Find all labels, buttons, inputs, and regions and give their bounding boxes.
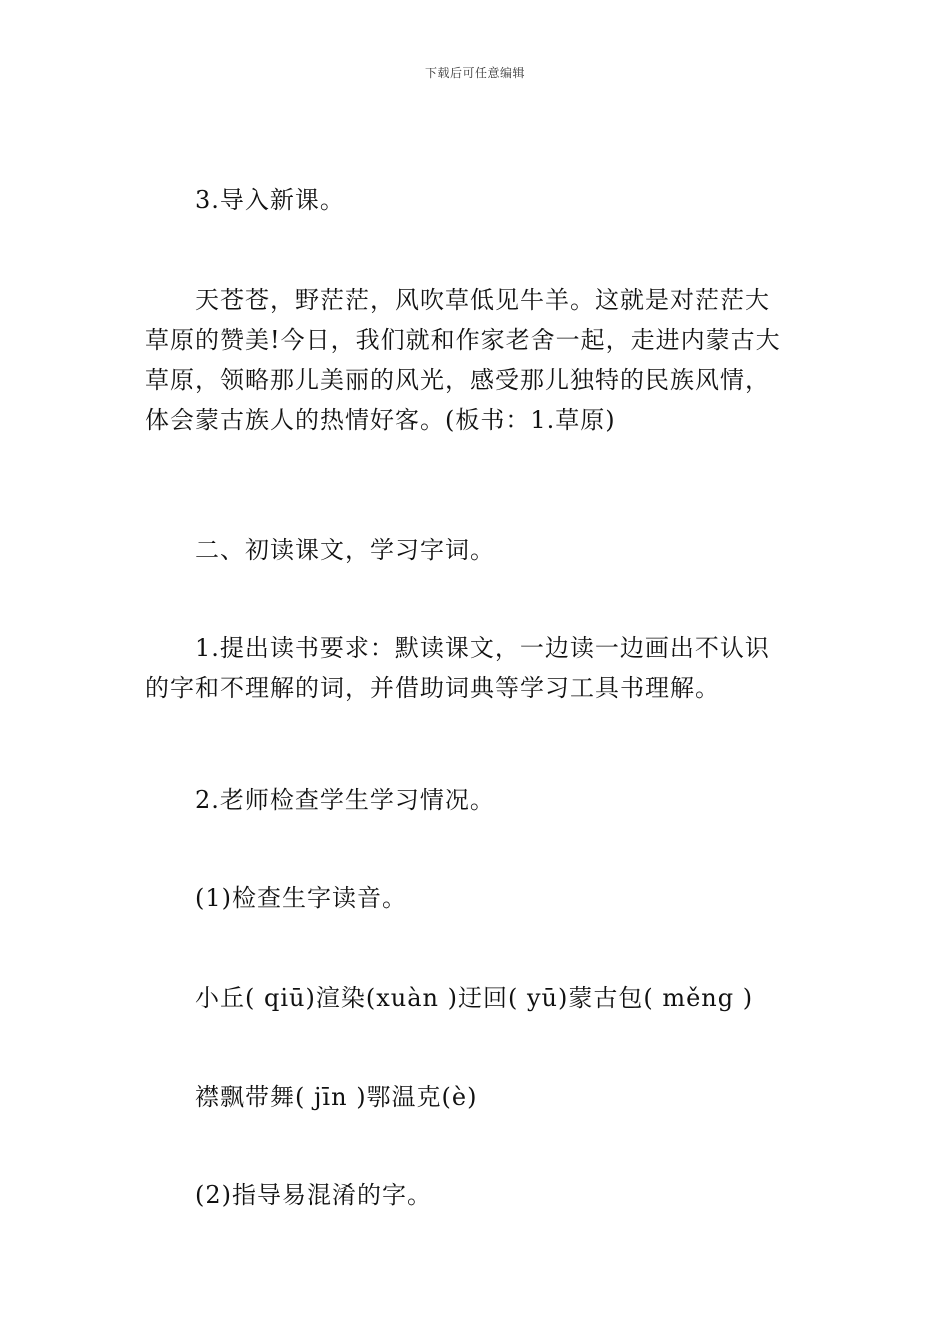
text-line: 二、初读课文，学习字词。: [195, 536, 495, 564]
text-line: 2.老师检查学生学习情况。: [195, 786, 495, 814]
teacher-check-paragraph: [145, 780, 810, 820]
pinyin-list-line-2: [145, 1077, 810, 1117]
text-line: 襟飘带舞( jīn )鄂温克(è): [195, 1083, 478, 1111]
text-line: 天苍苍，野茫茫，风吹草低见牛羊。这就是对茫茫大: [195, 286, 770, 314]
section-heading-reading: [145, 530, 810, 570]
text-line: 草原，领略那儿美丽的风光，感受那儿独特的民族风情，: [145, 366, 770, 394]
confusable-characters-paragraph: [145, 1175, 810, 1215]
intro-paragraph: [145, 280, 810, 440]
text-line: 小丘( qiū)渲染(xuàn )迂回( yū)蒙古包( měng ): [195, 984, 754, 1012]
text-line: 的字和不理解的词，并借助词典等学习工具书理解。: [145, 674, 720, 702]
reading-requirements-paragraph: [145, 628, 810, 708]
pinyin-list-line-1: [145, 978, 810, 1018]
check-pronunciation-paragraph: [145, 878, 810, 918]
text-line: 体会蒙古族人的热情好客。(板书：1.草原): [145, 406, 616, 434]
text-line: 1.提出读书要求：默读课文，一边读一边画出不认识: [195, 634, 770, 662]
page-header: 下载后可任意编辑: [424, 66, 525, 80]
text-line: (2)指导易混淆的字。: [195, 1181, 432, 1209]
section-heading-intro: [145, 180, 810, 220]
text-line: 3.导入新课。: [195, 186, 345, 214]
text-line: 草原的赞美!今日，我们就和作家老舍一起，走进内蒙古大: [145, 326, 781, 354]
text-line: (1)检查生字读音。: [195, 884, 407, 912]
